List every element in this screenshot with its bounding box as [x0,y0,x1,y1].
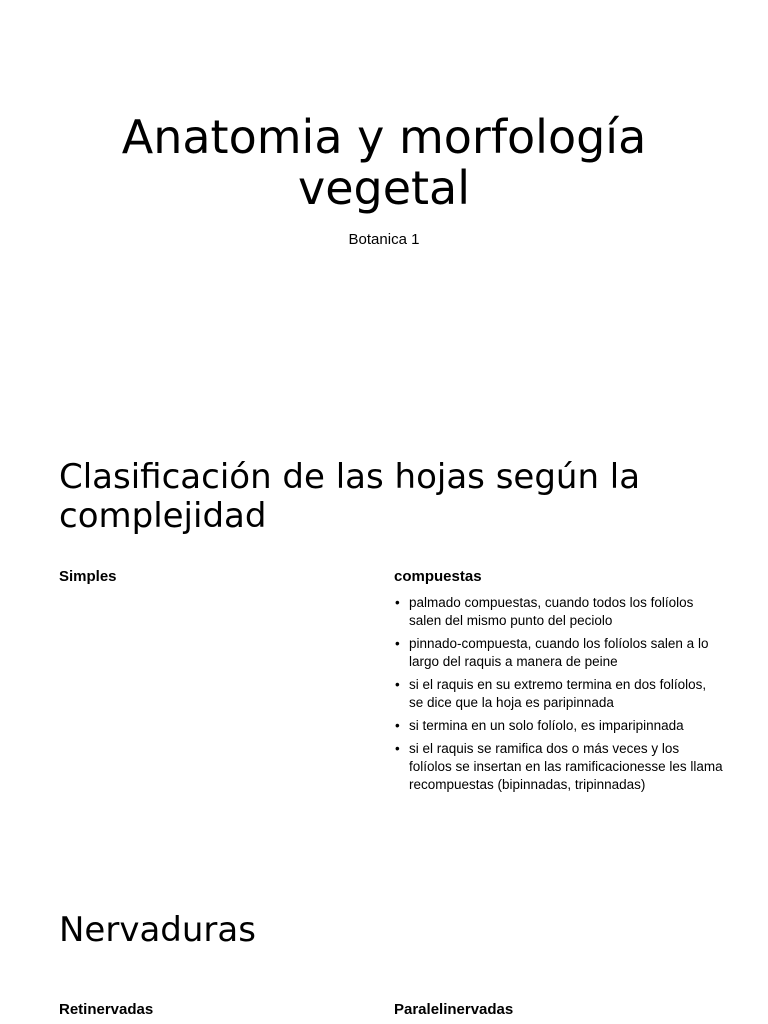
list-item [394,717,724,735]
section-title-line-1: Clasificación de las hojas según la [59,457,641,497]
bullet-icon: • [395,595,400,610]
bullet-icon: • [395,677,400,692]
bullet-icon: • [395,718,400,733]
column-heading-simples: Simples [59,568,117,585]
column-heading-retinervadas: Retinervadas [59,1001,154,1018]
list-item-text: si termina en un solo folíolo, es imparipinnada [409,718,684,733]
list-item [394,635,724,671]
slide-title-line-1: Anatomia y morfología [121,110,647,164]
list-item [394,676,724,712]
list-item [394,740,724,794]
section-title-leaf-classification [59,458,719,536]
bullet-icon: • [395,741,400,756]
compuestas-bullet-list [394,594,724,799]
slide-title-line-2: vegetal [297,161,471,215]
list-item-text: pinnado-compuesta, cuando los folíolos salen a lo largo del raquis a manera de peine [409,636,709,669]
column-heading-paralelinervadas: Paralelinervadas [394,1001,514,1018]
slide-subtitle: Botanica 1 [348,231,420,248]
list-item-text: si el raquis en su extremo termina en dos folíolos, se dice que la hoja es paripinnada [409,677,707,710]
column-heading-compuestas: compuestas [394,568,482,585]
section-title-line-2: complejidad [59,496,267,536]
list-item-text: si el raquis se ramifica dos o más veces y los folíolos se insertan en las ramificacionesse les llama recompuestas (bipinnadas, tripinnadas) [409,741,723,792]
list-item-text: palmado compuestas, cuando todos los folíolos salen del mismo punto del peciolo [409,595,694,628]
list-item [394,594,724,630]
section-title-nervaduras: Nervaduras [59,910,256,950]
bullet-icon: • [395,636,400,651]
slide-title [60,112,708,214]
